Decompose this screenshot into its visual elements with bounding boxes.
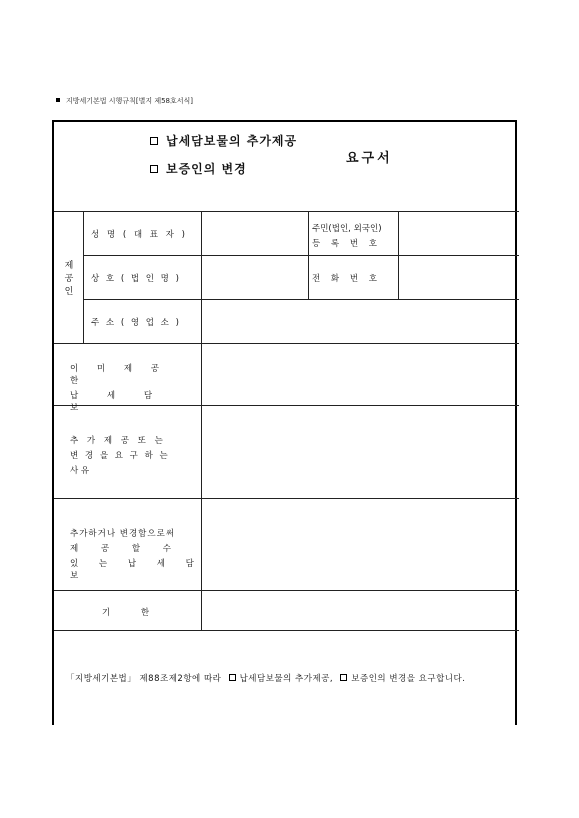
deadline-label: 기 한 xyxy=(102,608,154,618)
providable-collateral-label: 추가하거나 변경함으로써 제 공 할 수 있 는 납 세 담 보 xyxy=(70,529,197,581)
request-form xyxy=(52,120,517,725)
name-label: 성 명 ( 대 표 자 ) xyxy=(91,230,187,240)
request-reason-field[interactable] xyxy=(204,406,517,498)
statement-option-collateral: 납세담보물의 추가제공, xyxy=(239,674,334,684)
statement-option-guarantor: 보증인의 변경을 요구합니다. xyxy=(351,674,466,684)
title-option-collateral-text: 납세담보물의 추가제공 xyxy=(166,134,298,148)
already-provided-collateral-label: 이 미 제 공 한 납 세 담 보 xyxy=(70,364,162,413)
address-label: 주 소 ( 영 업 소 ) xyxy=(91,318,181,328)
already-provided-collateral-field[interactable] xyxy=(204,344,517,405)
title-option-guarantor xyxy=(150,160,247,177)
bullet-icon xyxy=(56,98,60,102)
name-field[interactable] xyxy=(204,212,307,255)
checkbox-icon[interactable] xyxy=(229,674,236,681)
request-statement xyxy=(66,672,465,684)
form-reference-note xyxy=(56,96,193,106)
statement-prefix: 「지방세기본법」 제88조제2항에 따라 xyxy=(66,674,222,684)
request-reason-label: 추 가 제 공 또 는 변 경 을 요 구 하 는 사 유 xyxy=(70,436,170,476)
form-reference-text: 지방세기본법 시행규칙[별지 제58호서식] xyxy=(66,97,194,105)
form-title: 요구서 xyxy=(346,151,393,166)
checkbox-icon[interactable] xyxy=(340,674,347,681)
checkbox-icon[interactable] xyxy=(150,165,158,173)
registration-number-label: 주민(법인, 외국인) 등 록 번 호 xyxy=(312,224,382,249)
providable-collateral-field[interactable] xyxy=(204,499,517,590)
address-field[interactable] xyxy=(204,300,517,343)
company-name-label: 상 호 ( 법 인 명 ) xyxy=(91,274,181,284)
title-option-collateral xyxy=(150,132,297,149)
company-name-field[interactable] xyxy=(204,256,307,299)
deadline-field[interactable] xyxy=(204,591,517,630)
checkbox-icon[interactable] xyxy=(150,137,158,145)
registration-number-field[interactable] xyxy=(401,212,517,255)
title-option-guarantor-text: 보증인의 변경 xyxy=(166,162,247,176)
phone-field[interactable] xyxy=(401,256,517,299)
phone-label: 전 화 번 호 xyxy=(312,274,381,284)
provider-section-label: 제 공 인 xyxy=(64,261,74,297)
